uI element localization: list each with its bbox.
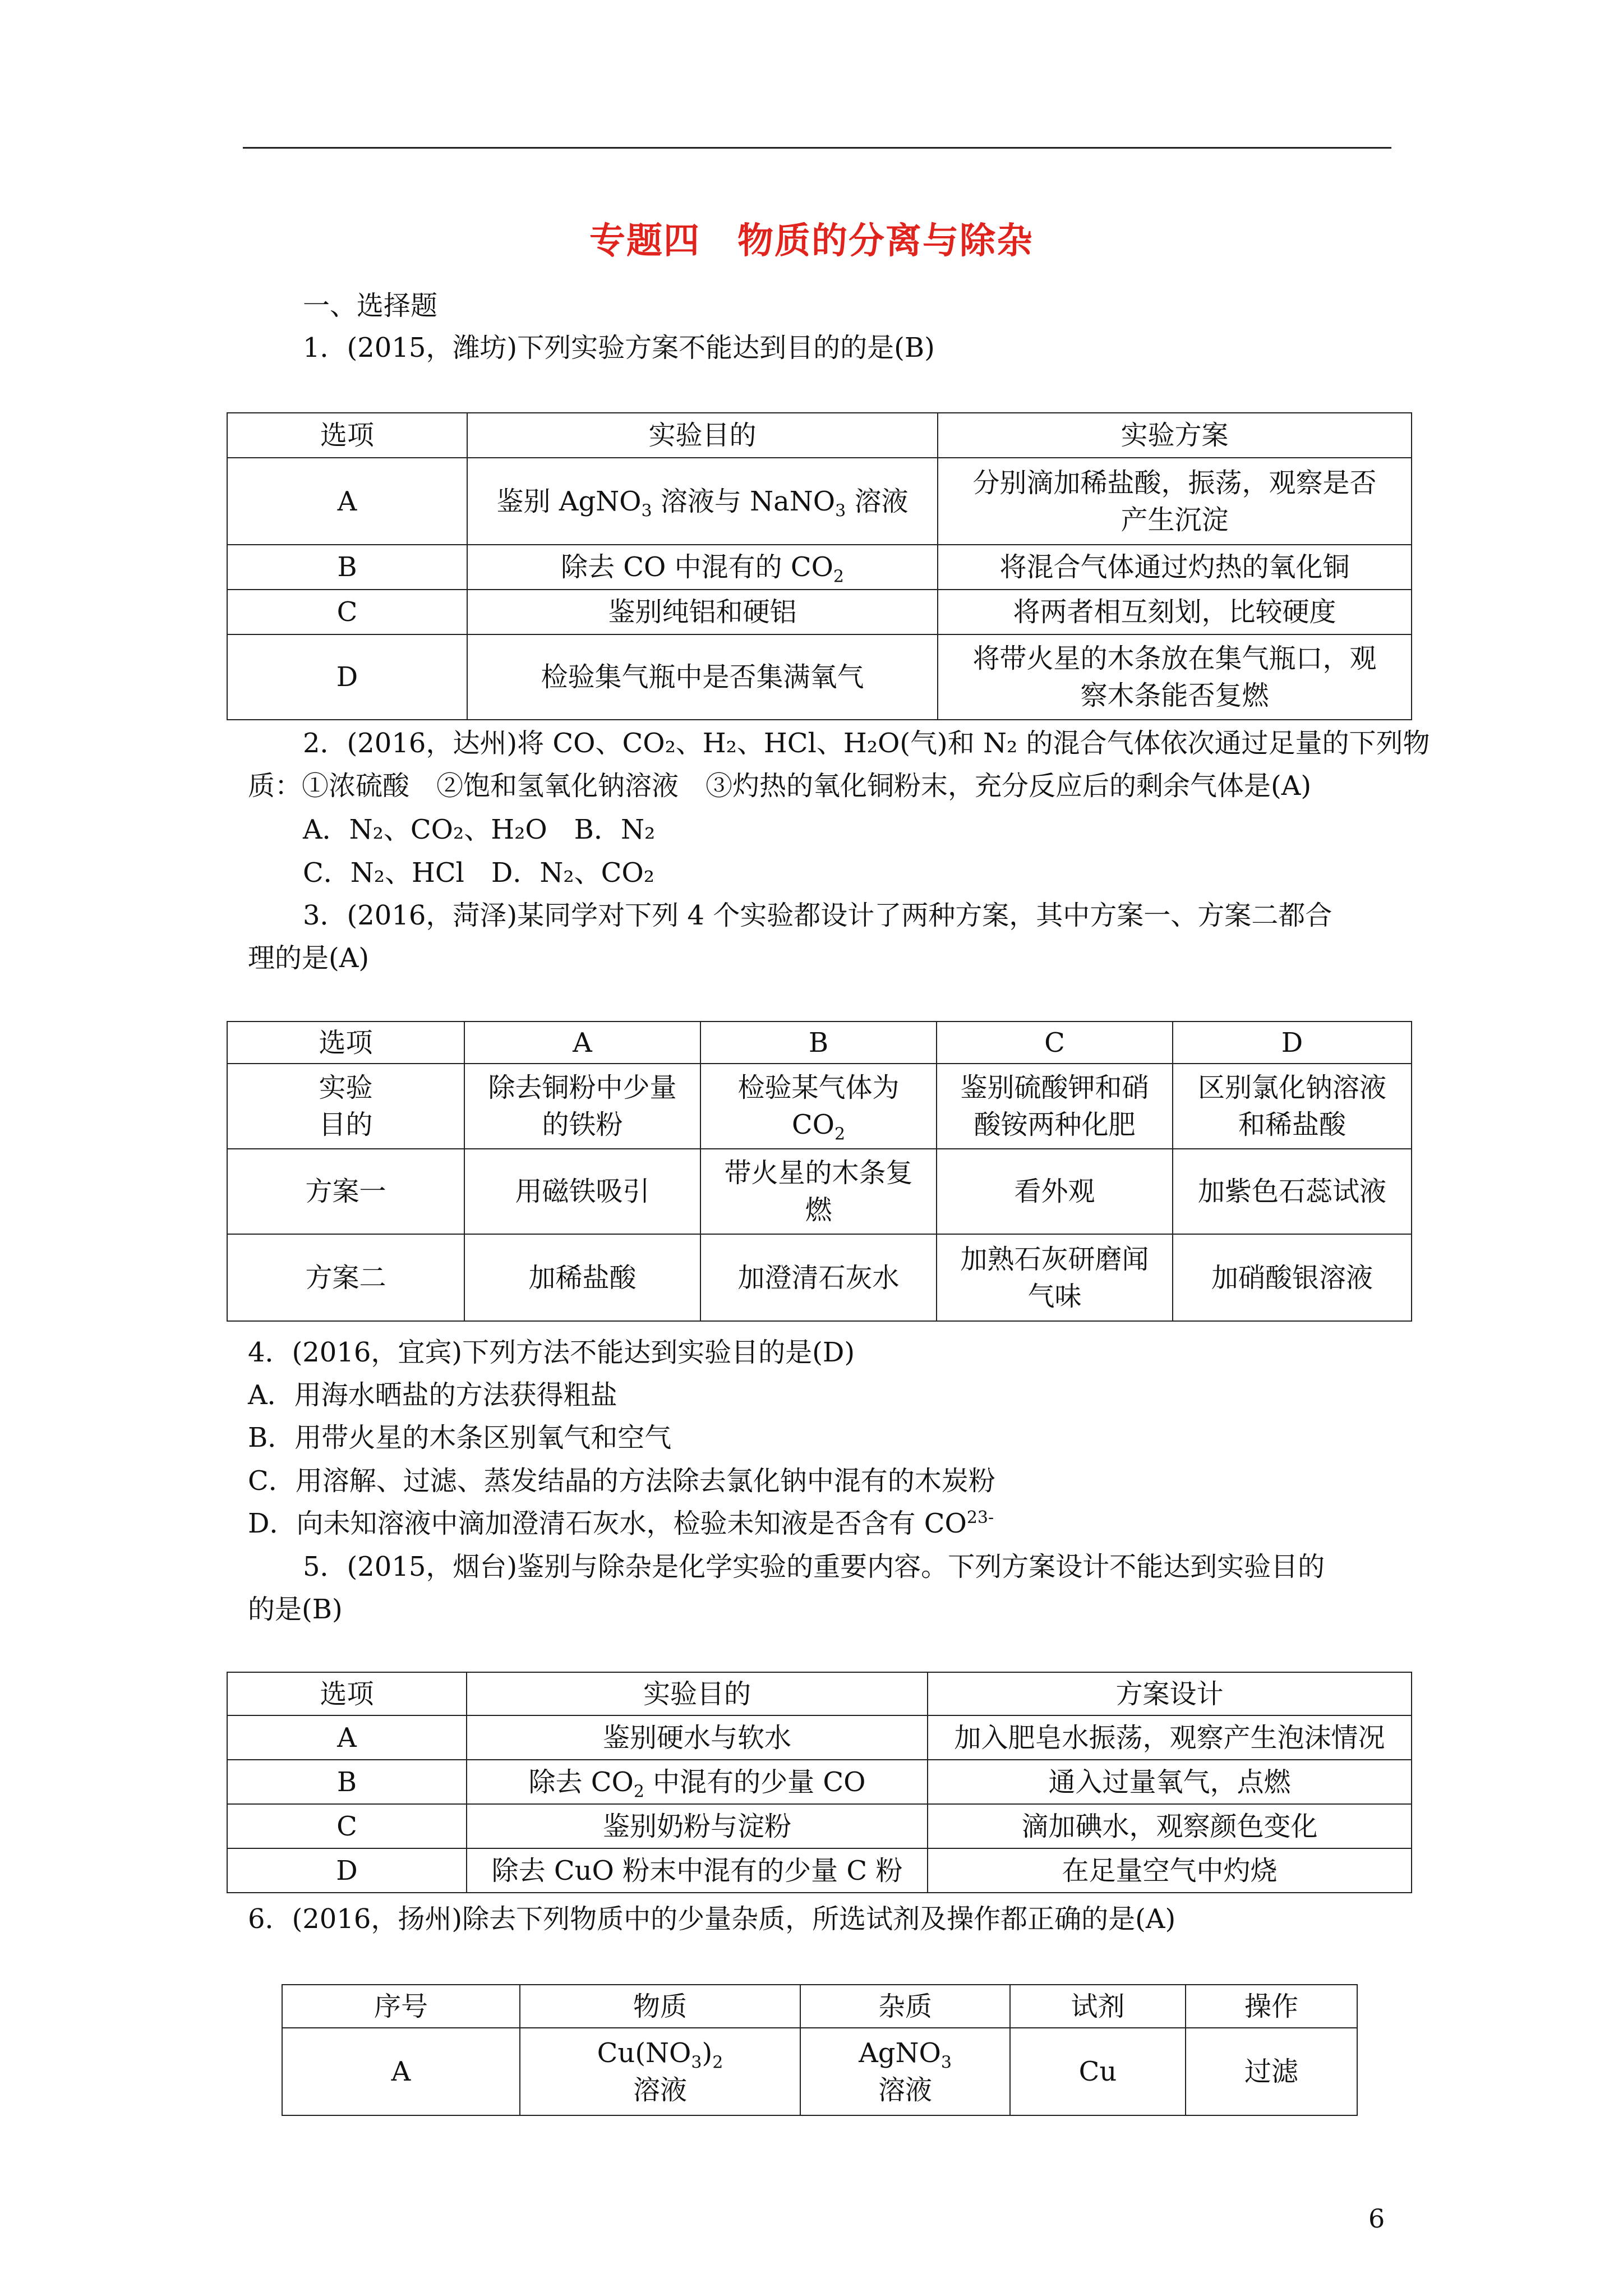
table-cell: 看外观 — [937, 1149, 1173, 1234]
table-row — [227, 634, 1412, 720]
goal-cell: 鉴别纯铝和硬铝 — [467, 590, 938, 634]
table-row — [227, 1064, 1412, 1149]
table-cell: Cu — [1010, 2028, 1186, 2115]
header-cell: 试剂 — [1010, 1985, 1186, 2028]
row-label-cell: 方案二 — [227, 1234, 464, 1321]
plan-cell: 通入过量氧气，点燃 — [928, 1760, 1412, 1804]
q3-table — [227, 1021, 1412, 1322]
goal-cell: 鉴别奶粉与淀粉 — [467, 1804, 928, 1848]
q2-line-1: 2．(2016，达州)将 CO、CO₂、H₂、HCl、H₂O(气)和 N₂ 的混合气体依次通过足量的下列物 — [303, 728, 1430, 759]
section-heading: 一、选择题 — [303, 290, 438, 321]
table-cell: A — [282, 2028, 520, 2115]
header-cell: 实验方案 — [938, 413, 1412, 458]
header-rule — [243, 147, 1391, 149]
table-row — [227, 1848, 1412, 1893]
q2-options-cd: C．N₂、HCl D．N₂、CO₂ — [303, 857, 654, 889]
header-cell: 实验目的 — [467, 1672, 928, 1715]
table-cell: AgNO$_3$ 溶液 — [800, 2028, 1010, 2115]
option-cell: B — [227, 545, 467, 590]
q2-line-2: 质：①浓硫酸 ②饱和氢氧化钠溶液 ③灼热的氧化铜粉末，充分反应后的剩余气体是(A) — [248, 770, 1312, 802]
header-cell: 实验目的 — [467, 413, 938, 458]
table-row — [227, 545, 1412, 590]
table-row — [227, 1715, 1412, 1760]
goal-cell: 检验集气瓶中是否集满氧气 — [467, 634, 938, 720]
header-cell: D — [1173, 1022, 1412, 1064]
q6-table — [282, 1984, 1358, 2116]
header-cell: 方案设计 — [928, 1672, 1412, 1715]
q5-table — [227, 1672, 1412, 1893]
goal-cell: 除去 CuO 粉末中混有的少量 C 粉 — [467, 1848, 928, 1893]
table-header-row — [227, 1022, 1412, 1064]
plan-cell: 加入肥皂水振荡，观察产生泡沫情况 — [928, 1715, 1412, 1760]
table-cell: 用磁铁吸引 — [464, 1149, 700, 1234]
table-cell: 加稀盐酸 — [464, 1234, 700, 1321]
header-cell: 选项 — [227, 413, 467, 458]
table-header-row — [227, 1672, 1412, 1715]
q5-line-2: 的是(B) — [248, 1594, 343, 1625]
table-row — [227, 1804, 1412, 1848]
option-cell: C — [227, 1804, 467, 1848]
goal-cell: 除去 CO 中混有的 $CO_2$ — [467, 545, 938, 590]
table-header-row — [227, 413, 1412, 458]
option-cell: A — [227, 1715, 467, 1760]
option-cell: C — [227, 590, 467, 634]
table-cell: $Cu(NO_3)_2$ 溶液 — [520, 2028, 800, 2115]
q4-option-c: C．用溶解、过滤、蒸发结晶的方法除去氯化钠中混有的木炭粉 — [248, 1465, 995, 1497]
option-cell: D — [227, 1848, 467, 1893]
table-row — [282, 2028, 1357, 2115]
page-number: 6 — [1368, 2203, 1385, 2234]
q4-option-d: D．向未知溶液中滴加澄清石灰水，检验未知液是否含有 $CO^{23-}$ — [248, 1508, 994, 1539]
header-cell: 物质 — [520, 1985, 800, 2028]
page-title: 专题四 物质的分离与除杂 — [589, 220, 1034, 262]
plan-cell: 在足量空气中灼烧 — [928, 1848, 1412, 1893]
table-row — [227, 590, 1412, 634]
row-label-cell: 实验 目的 — [227, 1064, 464, 1149]
q5-line-1: 5．(2015，烟台)鉴别与除杂是化学实验的重要内容。下列方案设计不能达到实验目的 — [303, 1551, 1325, 1582]
table-cell: 鉴别硫酸钾和硝 酸铵两种化肥 — [937, 1064, 1173, 1149]
header-cell: 杂质 — [800, 1985, 1010, 2028]
plan-cell: 滴加碘水，观察颜色变化 — [928, 1804, 1412, 1848]
goal-cell: 鉴别硬水与软水 — [467, 1715, 928, 1760]
q4-option-a: A．用海水晒盐的方法获得粗盐 — [248, 1379, 617, 1411]
table-row — [227, 1149, 1412, 1234]
table-header-row — [282, 1985, 1357, 2028]
q3-line-1: 3．(2016，菏泽)某同学对下列 4 个实验都设计了两种方案，其中方案一、方案二都合 — [303, 900, 1332, 931]
option-cell: B — [227, 1760, 467, 1804]
option-cell: A — [227, 458, 467, 545]
table-cell: 加澄清石灰水 — [700, 1234, 937, 1321]
header-cell: A — [464, 1022, 700, 1064]
header-cell: 序号 — [282, 1985, 520, 2028]
option-cell: D — [227, 634, 467, 720]
header-cell: B — [700, 1022, 937, 1064]
plan-cell: 将带火星的木条放在集气瓶口，观 察木条能否复燃 — [938, 634, 1412, 720]
plan-cell: 将混合气体通过灼热的氧化铜 — [938, 545, 1412, 590]
table-cell: 加熟石灰研磨闻 气味 — [937, 1234, 1173, 1321]
header-cell: 选项 — [227, 1022, 464, 1064]
q6-stem: 6．(2016，扬州)除去下列物质中的少量杂质，所选试剂及操作都正确的是(A) — [248, 1903, 1176, 1935]
header-cell: 选项 — [227, 1672, 467, 1715]
header-cell: C — [937, 1022, 1173, 1064]
goal-cell: 鉴别 AgNO$_3$ 溶液与 NaNO$_3$ 溶液 — [467, 458, 938, 545]
table-cell: 加硝酸银溶液 — [1173, 1234, 1412, 1321]
table-row — [227, 458, 1412, 545]
table-cell: 检验某气体为 $CO_2$ — [700, 1064, 937, 1149]
table-cell: 除去铜粉中少量 的铁粉 — [464, 1064, 700, 1149]
table-cell: 带火星的木条复 燃 — [700, 1149, 937, 1234]
table-cell: 过滤 — [1186, 2028, 1357, 2115]
table-cell: 加紫色石蕊试液 — [1173, 1149, 1412, 1234]
table-row — [227, 1760, 1412, 1804]
table-cell: 区别氯化钠溶液 和稀盐酸 — [1173, 1064, 1412, 1149]
q3-line-2: 理的是(A) — [248, 942, 370, 974]
q1-stem: 1．(2015，潍坊)下列实验方案不能达到目的的是(B) — [303, 332, 935, 364]
q2-options-ab: A．N₂、CO₂、H₂O B．N₂ — [303, 814, 656, 845]
goal-cell: 除去 $CO_2$ 中混有的少量 CO — [467, 1760, 928, 1804]
q1-table — [227, 412, 1412, 720]
plan-cell: 分别滴加稀盐酸，振荡，观察是否 产生沉淀 — [938, 458, 1412, 545]
table-row — [227, 1234, 1412, 1321]
header-cell: 操作 — [1186, 1985, 1357, 2028]
row-label-cell: 方案一 — [227, 1149, 464, 1234]
plan-cell: 将两者相互刻划，比较硬度 — [938, 590, 1412, 634]
q4-stem: 4．(2016，宜宾)下列方法不能达到实验目的是(D) — [248, 1337, 855, 1368]
q4-option-b: B．用带火星的木条区别氧气和空气 — [248, 1422, 672, 1453]
